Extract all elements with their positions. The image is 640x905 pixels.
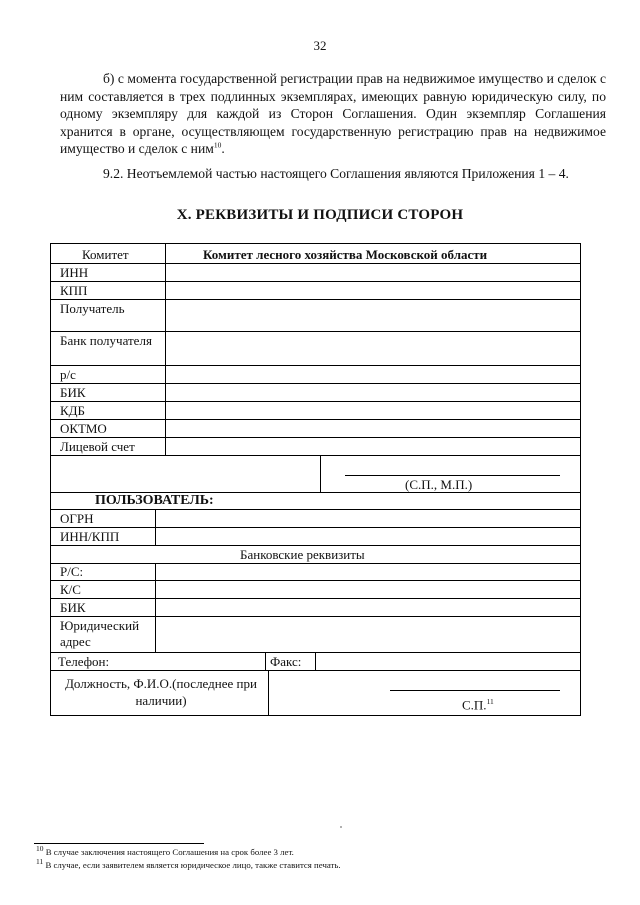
footnote-ref-11: 11 — [486, 697, 494, 706]
committee-header: Комитет — [82, 247, 129, 262]
label-phone: Телефон: — [58, 654, 110, 669]
page-number: 32 — [313, 38, 327, 53]
label-account: р/с — [60, 367, 76, 382]
label-kdb: КДБ — [60, 403, 86, 418]
label-bank-bik: БИК — [60, 600, 86, 615]
label-inn-kpp: ИНН/КПП — [60, 529, 120, 544]
label-ogrn: ОГРН — [60, 511, 94, 526]
label-bik: БИК — [60, 385, 86, 400]
footnote-rule — [34, 843, 204, 844]
stamp-label: (С.П., М.П.) — [405, 477, 473, 492]
footnote-11-num: 11 — [36, 857, 44, 867]
label-oktmo: ОКТМО — [60, 421, 107, 436]
scan-speck — [340, 826, 342, 828]
paragraph-appendices: 9.2. Неотъемлемой частью настоящего Соглашения являются Приложения 1 – 4. — [103, 166, 569, 181]
footnote-10-text: В случае заключения настоящего Соглашения на срок более 3 лет. — [45, 847, 294, 857]
footnote-10 — [36, 844, 294, 858]
signature-label — [462, 694, 494, 712]
bank-header: Банковские реквизиты — [240, 547, 365, 562]
label-position-name: Должность, Ф.И.О.(последнее при наличии) — [65, 676, 257, 708]
footnote-ref-10: 10 — [213, 140, 222, 150]
section-title: X. РЕКВИЗИТЫ И ПОДПИСИ СТОРОН — [176, 207, 464, 223]
paragraph-copies — [60, 70, 606, 158]
label-inn: ИНН — [60, 265, 89, 280]
label-kpp: КПП — [60, 283, 88, 298]
user-header: ПОЛЬЗОВАТЕЛЬ: — [95, 493, 214, 508]
paragraph-copies-end: . — [221, 141, 225, 156]
label-legal-address: Юридический адрес — [60, 618, 140, 649]
committee-name: Комитет лесного хозяйства Московской области — [203, 247, 488, 262]
label-fax: Факс: — [270, 654, 302, 669]
footnote-10-num: 10 — [36, 844, 44, 854]
label-recipient-bank: Банк получателя — [60, 333, 152, 348]
signature-label-text: С.П. — [462, 697, 487, 713]
label-personal-account: Лицевой счет — [60, 439, 135, 454]
label-settlement-account: Р/С: — [60, 564, 84, 579]
footnote-11-text: В случае, если заявителем является юридическое лицо, также ставится печать. — [45, 860, 341, 870]
paragraph-copies-text: б) с момента государственной регистрации прав на недвижимое имущество и сделок с ним составляется в трех подлинных экземплярах, имеющих равную юридическую силу, по одному экземпляру для каждой из Сторон Соглашения. Один экземпляр Соглашения хранится в органе, осуществляющем государственную регистрацию прав на недвижимое имущество и сделок с ним — [60, 71, 606, 156]
label-correspondent-account: К/С — [60, 582, 81, 597]
label-recipient: Получатель — [60, 301, 125, 316]
footnote-11 — [36, 857, 341, 871]
